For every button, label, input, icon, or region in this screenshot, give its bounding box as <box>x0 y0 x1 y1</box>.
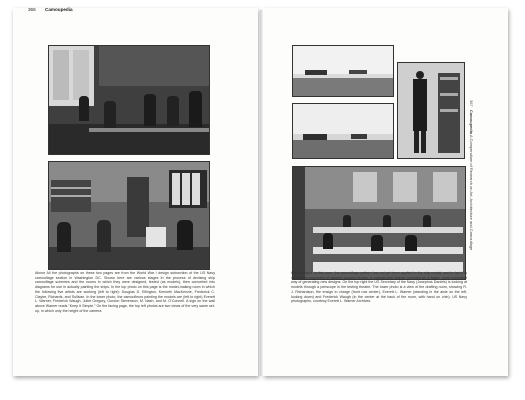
left-page-caption: Above All the photographs on these two pages are from the World War I design subsection of the US Navy camouflage section in Washington DC. Shown here are various stages in the process of devising ship camouflage schemes and the rooms in which they were designed, tested (as models), then converted into diagrams for use in actually painting the ships. In the top photo on this page is the model-making room in which the following five artists are working (left to right): Douglas D. Ellington, Kenneth MacKenzie, Frederick C. Clayter, Richards, and Sullivan. In the lower photo, the camoufleurs painting the models are (left to right) Everett L. Warner, Frederick Waugh, Juliet Gregory, Gordon Stevenson, M. Nash, and M. O'Connell. A sign on the wall above Warner reads "Keep It Simple." On the facing page, the top left photos are two views of the very same set-up, in which only the height of the camera <box>35 271 215 313</box>
book-gutter <box>260 10 263 376</box>
model-making-room-photo <box>48 45 210 155</box>
secretary-periscope-photo <box>397 62 465 159</box>
spine-title: Camoupedia <box>469 110 474 135</box>
left-page-number: 366 <box>28 7 36 12</box>
drafting-room-photo <box>292 166 466 280</box>
spine-running-title <box>469 100 474 250</box>
spine-page-number: 367 <box>469 100 474 107</box>
right-page-caption: has changed. In this case, the camouflage pattern has not yet been applied to the ship model, and in fact it is only an arrangement of painted wooden blocks, a method that Warner invented as a faster, more expedient way of generating new designs. On the top right the US Secretary of the Navy (Josephus Daniels) is looking at models through a periscope in the testing theatre. The lower photo is a view of the drafting room, showing R. J. Richardson, the ensign in charge (front row center), Everett L. Warner (standing in the aisle on the left, looking down) and Frederick Waugh (in the center at the back of the room, with hand on chin). US Navy photographs, courtesy Everett L. Warner Archives. <box>291 271 467 304</box>
ship-model-view-high-photo <box>292 45 394 97</box>
running-title: Camoupedia <box>45 7 73 12</box>
ship-model-view-low-photo <box>292 103 394 159</box>
spine-subtitle: A Compendium of Research on Art, Architecture and Camouflage <box>469 134 474 251</box>
camoufleurs-painting-photo <box>48 161 210 270</box>
